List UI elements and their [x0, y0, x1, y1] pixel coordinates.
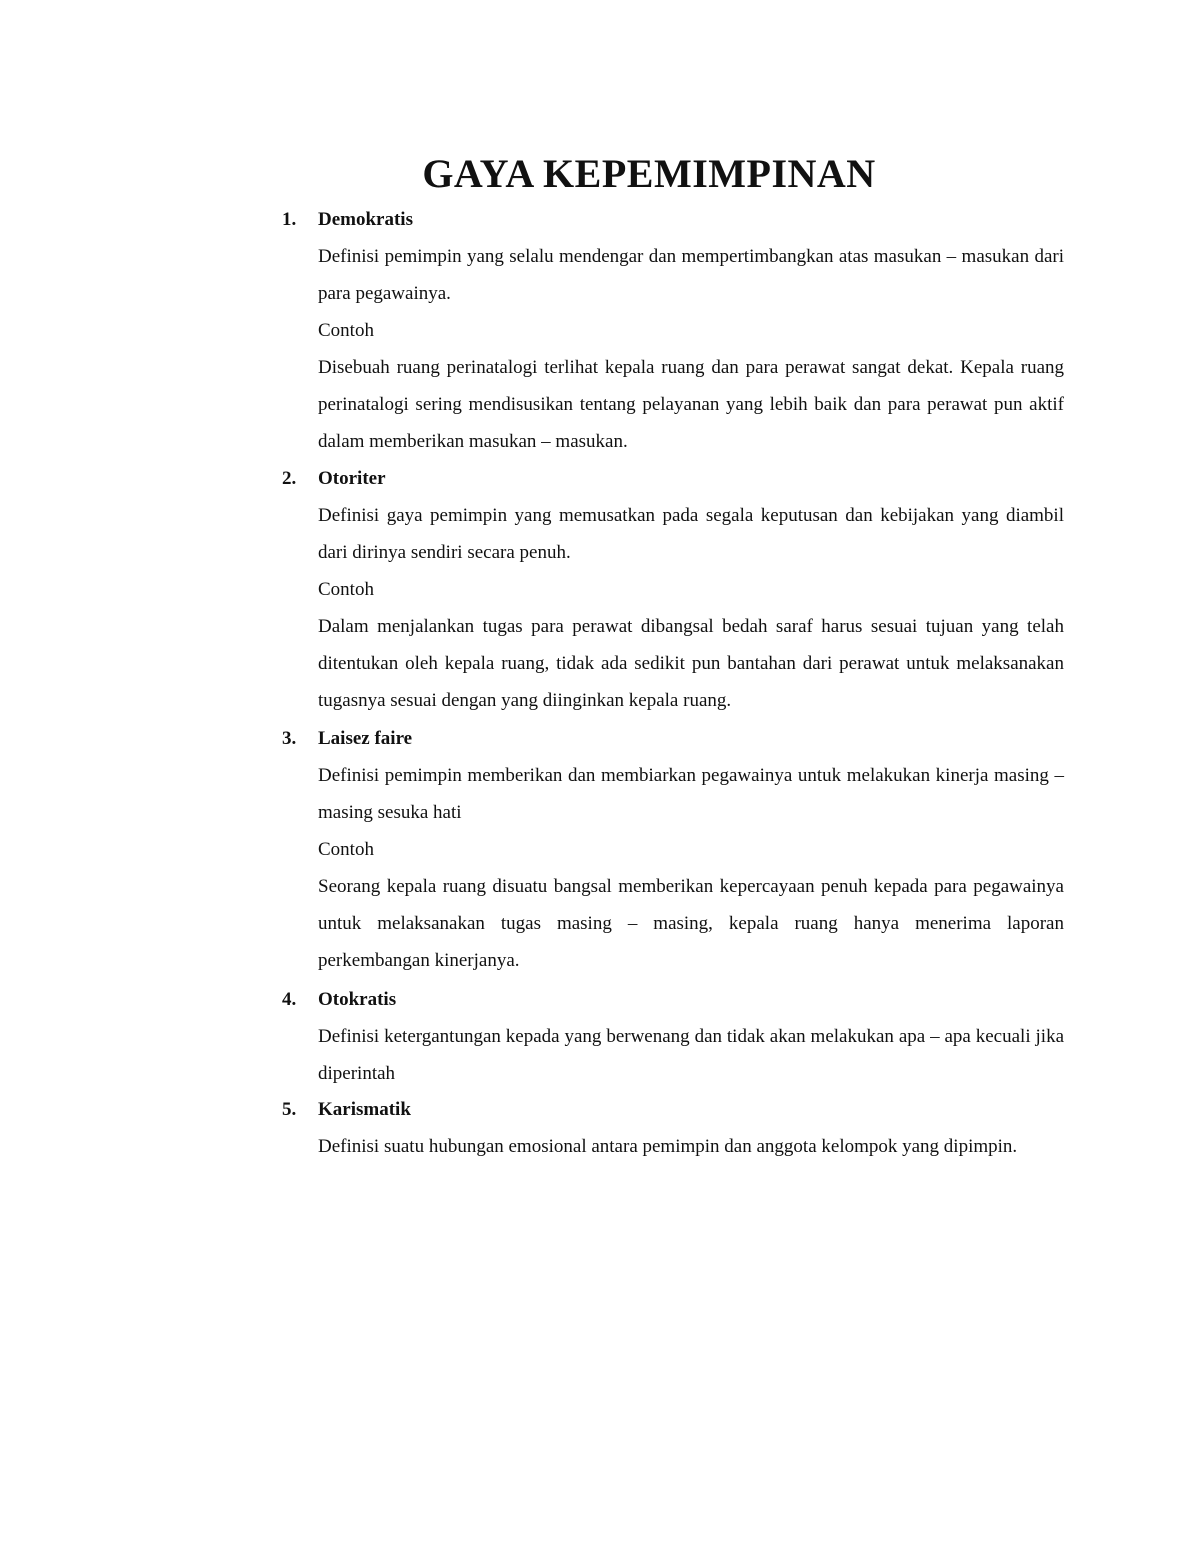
section-otokratis	[282, 981, 1064, 1092]
section-example: Disebuah ruang perinatalogi terlihat kepala ruang dan para perawat sangat dekat. Kepala ruang perinatalogi sering mendisusikan tentang pelayanan yang lebih baik dan para perawat pun aktif dalam memberikan masukan – masukan.	[318, 357, 1064, 452]
example-label: Contoh	[318, 579, 374, 600]
section-name: Karismatik	[318, 1099, 411, 1120]
example-label: Contoh	[318, 320, 374, 341]
section-number: 5.	[282, 1099, 297, 1120]
section-definition: Definisi pemimpin memberikan dan membiarkan pegawainya untuk melakukan kinerja masing – masing sesuka hati	[318, 765, 1064, 823]
section-number: 4.	[282, 989, 297, 1010]
section-definition: Definisi suatu hubungan emosional antara pemimpin dan anggota kelompok yang dipimpin.	[318, 1136, 1018, 1157]
section-name: Otokratis	[318, 989, 397, 1010]
section-number: 3.	[282, 728, 297, 749]
section-definition: Definisi ketergantungan kepada yang berwenang dan tidak akan melakukan apa – apa kecuali jika diperintah	[318, 1026, 1064, 1084]
section-example: Seorang kepala ruang disuatu bangsal memberikan kepercayaan penuh kepada para pegawainya untuk melaksanakan tugas masing – masing, kepala ruang hanya menerima laporan perkembangan kinerjanya.	[318, 876, 1064, 971]
section-heading	[282, 460, 1064, 497]
section-karismatik	[282, 1091, 1064, 1165]
section-example: Dalam menjalankan tugas para perawat dibangsal bedah saraf harus sesuai tujuan yang telah ditentukan oleh kepala ruang, tidak ada sedikit pun bantahan dari perawat untuk melaksanakan tugasnya sesuai dengan yang diinginkan kepala ruang.	[318, 616, 1064, 711]
section-heading	[282, 981, 1064, 1018]
section-number: 1.	[282, 209, 297, 230]
section-definition: Definisi gaya pemimpin yang memusatkan pada segala keputusan dan kebijakan yang diambil dari dirinya sendiri secara penuh.	[318, 505, 1064, 563]
example-label: Contoh	[318, 839, 374, 860]
section-name: Laisez faire	[318, 728, 413, 749]
section-demokratis	[282, 201, 1064, 460]
section-otoriter	[282, 460, 1064, 719]
page-title: GAYA KEPEMIMPINAN	[422, 151, 876, 196]
section-heading	[282, 1091, 1064, 1128]
section-name: Demokratis	[318, 209, 413, 230]
section-heading	[282, 201, 1064, 238]
section-number: 2.	[282, 468, 297, 489]
section-heading	[282, 720, 1064, 757]
section-name: Otoriter	[318, 468, 386, 489]
section-laisez-faire	[282, 720, 1064, 979]
section-definition: Definisi pemimpin yang selalu mendengar dan mempertimbangkan atas masukan – masukan dari para pegawainya.	[318, 246, 1064, 304]
